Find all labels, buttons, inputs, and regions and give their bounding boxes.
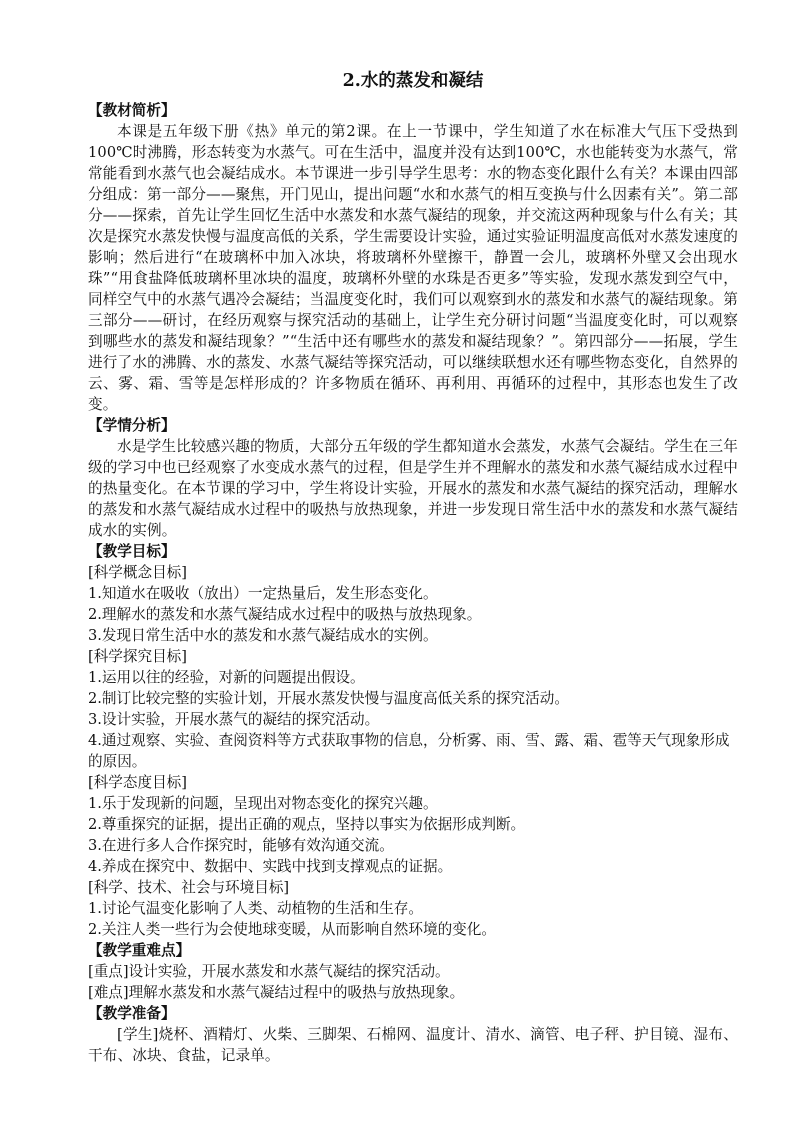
- goal-item: 4.通过观察、实验、查阅资料等方式获取事物的信息，分析雾、雨、雪、露、霜、雹等天气现象形成的原因。: [88, 732, 730, 770]
- document-title: 2.水的蒸发和凝结: [342, 71, 484, 91]
- goal-group-label-attitude: [科学态度目标]: [88, 774, 187, 791]
- key-point-item: [重点]设计实验，开展水蒸发和水蒸气凝结的探究活动。: [88, 963, 450, 980]
- goal-item: 1.乐于发现新的问题，呈现出对物态变化的探究兴趣。: [88, 795, 438, 812]
- textbook-analysis-paragraph: 本课是五年级下册《热》单元的第2课。在上一节课中，学生知道了水在标准大气压下受热到100℃时沸腾，形态转变为水蒸气。可在生活中，温度并没有达到100℃，水也能转变为水蒸气，常常能看到水蒸气也会凝结成水。本节课进一步引导学生思考：水的物态变化跟什么有关？本课由四部分组成：第一部分——聚焦，开门见山，提出问题“水和水蒸气的相互变换与什么因素有关”。第二部分——探索，首先让学生回忆生活中水蒸发和水蒸气凝结的现象，并交流这两种现象与什么有关；其次是探究水蒸发快慢与温度高低的关系，学生需要设计实验，通过实验证明温度高低对水蒸发速度的影响；然后进行“在玻璃杯中加入冰块，将玻璃杯外壁擦干，静置一会儿，玻璃杯外壁又会出现水珠”“用食盐降低玻璃杯里冰块的温度，玻璃杯外壁的水珠是否更多”等实验，发现水蒸发到空气中，同样空气中的水蒸气遇冷会凝结；当温度变化时，我们可以观察到水的蒸发和水蒸气的凝结现象。第三部分——研讨，在经历观察与探究活动的基础上，让学生充分研讨问题“当温度变化时，可以观察到哪些水的蒸发和凝结现象？”“生活中还有哪些水的蒸发和凝结现象？”。第四部分——拓展，学生进行了水的沸腾、水的蒸发、水蒸气凝结等探究活动，可以继续联想水还有哪些物态变化，自然界的云、雾、霜、雪等是怎样形成的？许多物质在循环、再利用、再循环的过程中，其形态也发生了改变。: [88, 123, 738, 413]
- goal-item: 2.尊重探究的证据，提出正确的观点，坚持以事实为依据形成判断。: [88, 816, 526, 833]
- goal-item: 2.理解水的蒸发和水蒸气凝结成水过程中的吸热与放热现象。: [88, 606, 482, 623]
- section-heading-textbook-analysis: 【教材简析】: [88, 102, 176, 119]
- goal-item: 3.在进行多人合作探究时，能够有效沟通交流。: [88, 837, 394, 854]
- goal-group-label-concept: [科学概念目标]: [88, 564, 187, 581]
- student-analysis-paragraph: 水是学生比较感兴趣的物质，大部分五年级的学生都知道水会蒸发，水蒸气会凝结。学生在三年级的学习中也已经观察了水变成水蒸气的过程，但是学生并不理解水的蒸发和水蒸气凝结成水过程中的热量变化。在本节课的学习中，学生将设计实验，开展水的蒸发和水蒸气凝结的探究活动，理解水的蒸发和水蒸气凝结成水过程中的吸热与放热现象，并进一步发现日常生活中水的蒸发和水蒸气凝结成水的实例。: [88, 438, 738, 539]
- section-heading-teaching-goals: 【教学目标】: [88, 543, 176, 560]
- section-heading-key-points: 【教学重难点】: [88, 942, 191, 959]
- goal-item: 1.运用以往的经验，对新的问题提出假设。: [88, 669, 365, 686]
- goal-item: 1.讨论气温变化影响了人类、动植物的生活和生存。: [88, 900, 423, 917]
- goal-item: 4.养成在探究中、数据中、实践中找到支撑观点的证据。: [88, 858, 453, 875]
- document-page: [88, 70, 738, 1066]
- goal-item: 3.发现日常生活中水的蒸发和水蒸气凝结成水的实例。: [88, 627, 438, 644]
- goal-item: 3.设计实验，开展水蒸气的凝结的探究活动。: [88, 711, 380, 728]
- goal-item: 2.制订比较完整的实验计划，开展水蒸发快慢与温度高低关系的探究活动。: [88, 690, 569, 707]
- key-point-item: [难点]理解水蒸发和水蒸气凝结过程中的吸热与放热现象。: [88, 984, 465, 1001]
- goal-item: 2.关注人类一些行为会使地球变暖，从而影响自然环境的变化。: [88, 921, 496, 938]
- goal-item: 1.知道水在吸收（放出）一定热量后，发生形态变化。: [88, 585, 438, 602]
- section-heading-preparation: 【教学准备】: [88, 1005, 176, 1022]
- preparation-paragraph: [学生]烧杯、酒精灯、火柴、三脚架、石棉网、温度计、清水、滴管、电子秤、护目镜、湿布、干布、冰块、食盐，记录单。: [88, 1026, 738, 1064]
- goal-group-label-inquiry: [科学探究目标]: [88, 648, 187, 665]
- section-heading-student-analysis: 【学情分析】: [88, 417, 176, 434]
- goal-group-label-society: [科学、技术、社会与环境目标]: [88, 879, 290, 896]
